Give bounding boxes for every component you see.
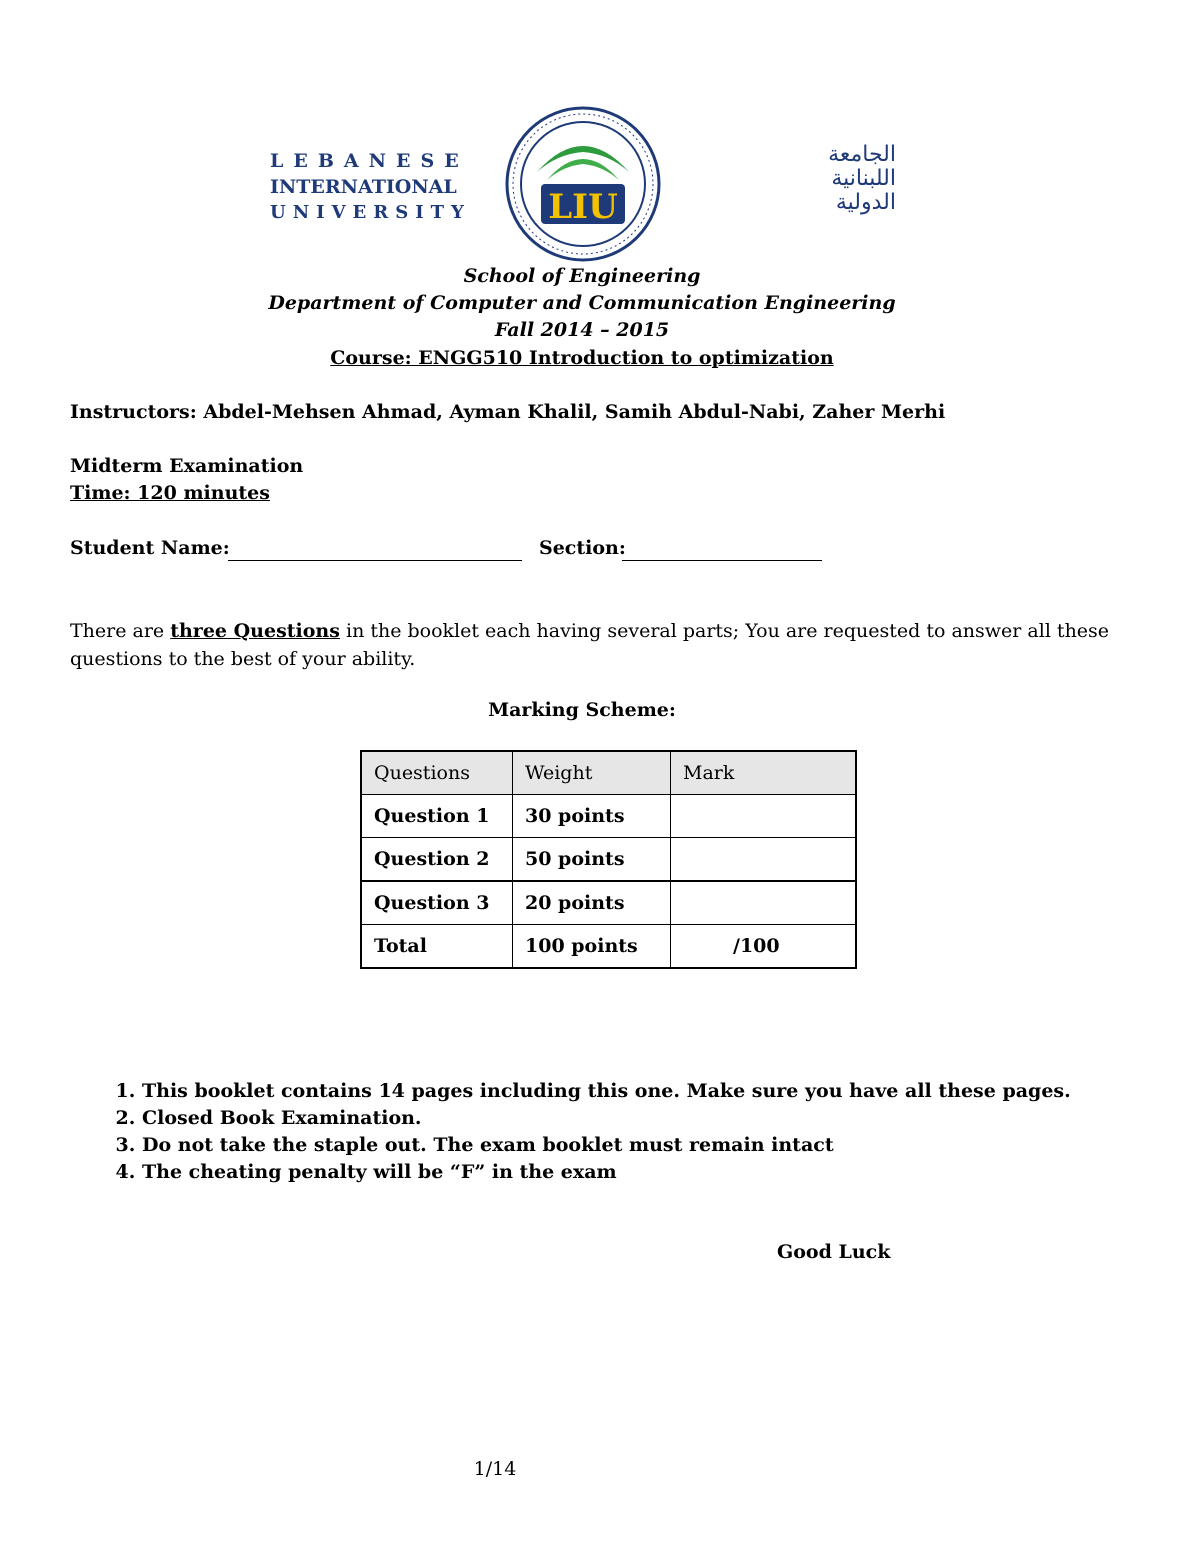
table-row xyxy=(361,838,856,882)
logo-ar-line-1: الجامعة xyxy=(828,142,896,167)
section-field[interactable] xyxy=(622,542,822,561)
header-mark: Mark xyxy=(671,751,857,795)
university-logo-arabic xyxy=(706,143,896,215)
row-weight: 50 points xyxy=(513,838,671,882)
rule-item: 4. The cheating penalty will be “F” in the exam xyxy=(142,1159,1071,1186)
table-header-row xyxy=(361,751,856,795)
university-logo-english xyxy=(270,148,471,226)
academic-term: Fall 2014 – 2015 xyxy=(494,319,670,341)
intro-line-2: questions to the best of your ability. xyxy=(70,648,416,670)
table-row-total xyxy=(361,925,856,969)
intro-before: There are xyxy=(70,620,171,642)
total-label: Total xyxy=(361,925,513,969)
logo-line-1: LEBANESE xyxy=(270,150,469,172)
header-questions: Questions xyxy=(361,751,513,795)
exam-type: Midterm Examination xyxy=(70,455,304,477)
department-name: Department of Computer and Communication Engineering xyxy=(268,292,896,314)
marking-scheme-title: Marking Scheme: xyxy=(488,699,676,721)
row-weight: 30 points xyxy=(513,795,671,838)
logo-ar-line-2: اللبنانية xyxy=(831,166,896,191)
page-number: 1/14 xyxy=(473,1458,517,1480)
logo-line-2: INTERNATIONAL xyxy=(270,176,457,198)
row-question: Question 1 xyxy=(361,795,513,838)
closing-text: Good Luck xyxy=(777,1241,891,1263)
school-name: School of Engineering xyxy=(463,265,701,287)
course-title: Course: ENGG510 Introduction to optimization xyxy=(330,347,834,369)
row-question: Question 3 xyxy=(361,881,513,925)
total-weight: 100 points xyxy=(513,925,671,969)
exam-rules-list xyxy=(104,1078,1071,1186)
header-weight: Weight xyxy=(513,751,671,795)
row-question: Question 2 xyxy=(361,838,513,882)
seal-text: LIU xyxy=(548,187,618,227)
row-weight: 20 points xyxy=(513,881,671,925)
intro-emphasis: three Questions xyxy=(170,620,340,642)
student-name-field[interactable] xyxy=(228,542,522,561)
marking-scheme-table xyxy=(360,750,857,969)
rule-item: 1. This booklet contains 14 pages including this one. Make sure you have all these pages. xyxy=(142,1078,1071,1105)
row-mark[interactable] xyxy=(671,838,857,882)
intro-paragraph xyxy=(70,617,1130,673)
intro-after: in the booklet each having several parts; You are requested to answer all these xyxy=(339,620,1110,642)
row-mark[interactable] xyxy=(671,881,857,925)
rule-item: 2. Closed Book Examination. xyxy=(142,1105,1071,1132)
row-mark[interactable] xyxy=(671,795,857,838)
exam-time: Time: 120 minutes xyxy=(70,482,270,504)
instructors: Instructors: Abdel-Mehsen Ahmad, Ayman Khalil, Samih Abdul-Nabi, Zaher Merhi xyxy=(70,401,946,423)
total-mark[interactable]: /100 xyxy=(671,925,857,969)
table-row xyxy=(361,881,856,925)
student-name-label: Student Name: xyxy=(70,537,230,559)
rule-item: 3. Do not take the staple out. The exam booklet must remain intact xyxy=(142,1132,1071,1159)
logo-line-3: UNIVERSITY xyxy=(270,202,471,223)
section-label: Section: xyxy=(539,537,626,559)
table-row xyxy=(361,795,856,838)
university-seal-logo xyxy=(505,106,661,262)
logo-ar-line-3: الدولية xyxy=(835,190,896,215)
